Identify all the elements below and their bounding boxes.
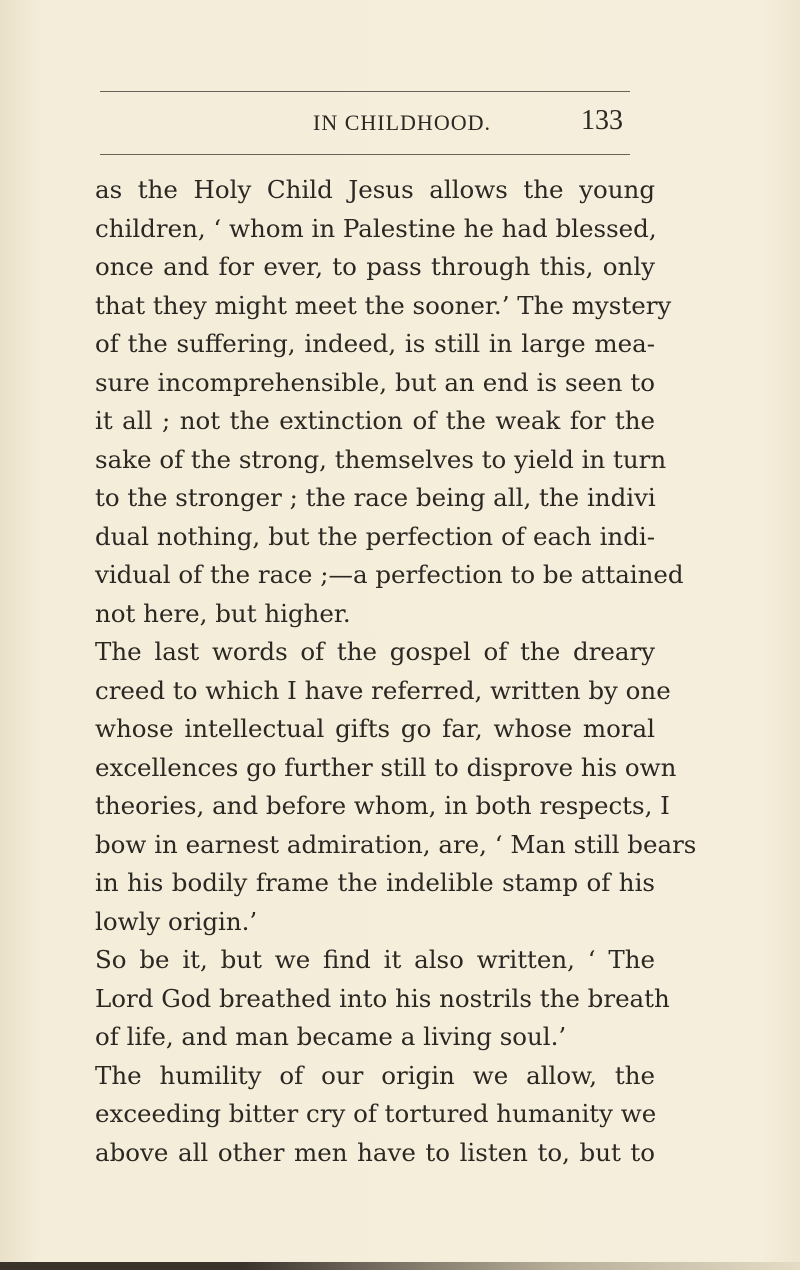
header-rule-top: [100, 91, 630, 92]
text-line: above all other men have to listen to, but to: [95, 1137, 655, 1167]
text-line: of life, and man became a living soul.’: [95, 1022, 567, 1051]
text-line: The humility of our origin we allow, the: [95, 1060, 655, 1090]
text-line: exceeding bitter cry of tortured humanity we: [95, 1099, 657, 1128]
page-number: 133: [581, 105, 623, 136]
text-line: children, ‘ whom in Palestine he had blessed,: [95, 213, 657, 243]
text-line: it all ; not the extinction of the weak for the: [95, 406, 655, 435]
text-line: that they might meet the sooner.’ The mystery: [95, 290, 672, 320]
page-bottom-edge: [0, 1262, 800, 1270]
text-line: The last words of the gospel of the dreary: [95, 637, 655, 666]
text-line: sake of the strong, themselves to yield in turn: [95, 444, 667, 474]
text-line: whose intellectual gifts go far, whose moral: [95, 714, 655, 743]
text-line: as the Holy Child Jesus allows the young: [95, 175, 655, 204]
text-line: not here, but higher.: [95, 598, 351, 628]
text-line: to the stronger ; the race being all, the indivi: [95, 483, 656, 512]
text-line: lowly origin.’: [95, 906, 258, 936]
text-line: Lord God breathed into his nostrils the breath: [95, 983, 670, 1013]
text-line: theories, and before whom, in both respects, I: [95, 791, 670, 820]
text-line: vidual of the race ;—a perfection to be attained: [95, 560, 684, 589]
text-line: bow in earnest admiration, are, ‘ Man still bears: [95, 829, 697, 859]
text-line: dual nothing, but the perfection of each indi-: [95, 521, 655, 551]
header-rule-bottom: [100, 154, 630, 155]
body-text: [95, 171, 697, 1172]
text-line: sure incomprehensible, but an end is seen to: [95, 367, 655, 397]
text-line: excellences go further still to disprove his own: [95, 752, 677, 782]
running-head: IN CHILDHOOD.: [313, 110, 491, 135]
text-line: creed to which I have referred, written by one: [95, 675, 671, 705]
text-line: So be it, but we find it also written, ‘ The: [95, 945, 655, 974]
text-line: once and for ever, to pass through this, only: [95, 252, 655, 281]
text-line: of the suffering, indeed, is still in large mea-: [95, 329, 655, 358]
text-line: in his bodily frame the indelible stamp of his: [95, 868, 655, 897]
